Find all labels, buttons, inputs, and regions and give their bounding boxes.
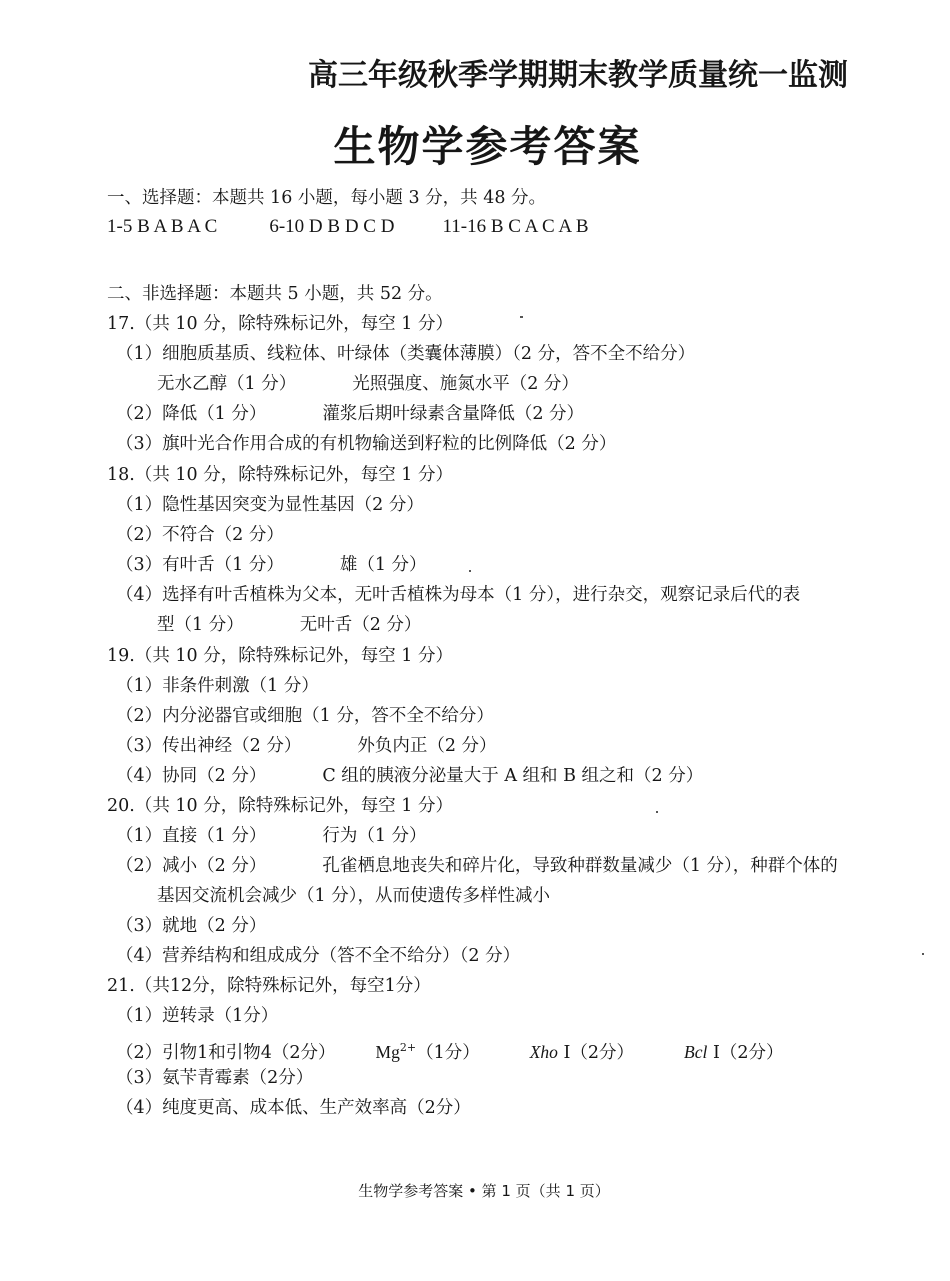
section1-heading: 一、选择题：本题共 16 小题，每小题 3 分，共 48 分。 (107, 188, 547, 208)
q17-answer-1: （1）细胞质基质、线粒体、叶绿体（类囊体薄膜）（2 分，答不全不给分） (116, 344, 696, 364)
q21-bcl-score: Ⅰ（2分） (707, 1042, 784, 1063)
exam-header: 高三年级秋季学期期末教学质量统一监测 (308, 58, 848, 93)
q18-answer-4b: 型（1 分） (157, 615, 244, 635)
scan-speck (656, 811, 658, 813)
q21-heading: 21.（共12分，除特殊标记外，每空1分） (107, 976, 431, 996)
q18-answer-3-row (116, 554, 427, 576)
q21-mg-score: （1分） (416, 1042, 480, 1063)
q21-answer-3: （3）氨苄青霉素（2分） (116, 1068, 314, 1088)
q17-answer-2: （2）降低（1 分） (116, 404, 267, 424)
q18-answer-4c: 无叶舌（2 分） (299, 615, 422, 635)
q19-heading: 19.（共 10 分，除特殊标记外，每空 1 分） (107, 646, 453, 666)
q18-answer-4-cont (157, 614, 421, 636)
q18-answer-3b: 雄（1 分） (339, 555, 427, 575)
page-footer: 生物学参考答案 • 第 1 页（共 1 页） (358, 1182, 610, 1200)
q21-mg-ion: Mg (375, 1041, 400, 1062)
q17-answer-1-cont (157, 373, 579, 395)
q18-answer-3: （3）有叶舌（1 分） (116, 555, 284, 575)
page-title: 生物学参考答案 (333, 122, 642, 171)
choice-answers-row (107, 216, 589, 238)
q19-answer-3: （3）传出神经（2 分） (116, 736, 302, 756)
q17-answer-1c: 光照强度、施氮水平（2 分） (352, 374, 579, 394)
choice-answers-11-16: 11-16 B C A C A B (442, 216, 589, 237)
q20-answer-2b: 孔雀栖息地丧失和碎片化，导致种群数量减少（1 分），种群个体的 (322, 856, 838, 876)
section2-heading: 二、非选择题：本题共 5 小题，共 52 分。 (107, 284, 443, 304)
q20-heading: 20.（共 10 分，除特殊标记外，每空 1 分） (107, 796, 453, 816)
q21-answer-1: （1）逆转录（1分） (116, 1006, 279, 1026)
q21-mg-charge: 2+ (399, 1041, 417, 1054)
q21-answer-4: （4）纯度更高、成本低、生产效率高（2分） (116, 1098, 471, 1118)
q21-answer-2: （2）引物1和引物4（2分） (116, 1042, 336, 1063)
q20-answer-2: （2）减小（2 分） (116, 856, 267, 876)
q17-heading: 17.（共 10 分，除特殊标记外，每空 1 分） (107, 314, 453, 334)
q18-answer-4: （4）选择有叶舌植株为父本，无叶舌植株为母本（1 分），进行杂交，观察记录后代的表 (116, 585, 801, 605)
scan-speck (520, 316, 523, 318)
q19-answer-4: （4）协同（2 分） (116, 766, 267, 786)
q19-answer-1: （1）非条件刺激（1 分） (116, 676, 319, 696)
q19-answer-3b: 外负内正（2 分） (357, 736, 497, 756)
q19-answer-4-row (116, 765, 703, 787)
q19-answer-2: （2）内分泌器官或细胞（1 分，答不全不给分） (116, 706, 494, 726)
choice-answers-6-10: 6-10 D B D C D (269, 216, 395, 237)
q17-answer-2-row (116, 403, 584, 425)
q20-answer-1b: 行为（1 分） (322, 826, 427, 846)
q17-answer-1b: 无水乙醇（1 分） (157, 374, 297, 394)
q17-answer-2b: 灌浆后期叶绿素含量降低（2 分） (322, 404, 585, 424)
q20-answer-4: （4）营养结构和组成成分（答不全不给分）（2 分） (116, 946, 521, 966)
scan-speck (922, 953, 924, 955)
q21-xho-score: Ⅰ（2分） (557, 1042, 635, 1063)
scan-speck (469, 570, 471, 572)
q19-answer-4b: C 组的胰液分泌量大于 A 组和 B 组之和（2 分） (322, 766, 704, 786)
q20-answer-2-row (116, 855, 838, 877)
q20-answer-3: （3）就地（2 分） (116, 916, 267, 936)
q21-xho-enzyme: Xho (529, 1041, 558, 1062)
q17-answer-3: （3）旗叶光合作用合成的有机物输送到籽粒的比例降低（2 分） (116, 434, 617, 454)
q19-answer-3-row (116, 735, 497, 757)
q20-answer-1-row (116, 825, 427, 847)
q21-answer-2-row (116, 1037, 784, 1064)
q18-answer-2: （2）不符合（2 分） (116, 525, 284, 545)
q18-answer-1: （1）隐性基因突变为显性基因（2 分） (116, 495, 424, 515)
q18-heading: 18.（共 10 分，除特殊标记外，每空 1 分） (107, 465, 453, 485)
q21-bcl-enzyme: Bcl (684, 1041, 708, 1062)
q20-answer-2-cont: 基因交流机会减少（1 分），从而使遗传多样性减小 (157, 886, 550, 906)
choice-answers-1-5: 1-5 B A B A C (107, 216, 218, 237)
q20-answer-1: （1）直接（1 分） (116, 826, 267, 846)
